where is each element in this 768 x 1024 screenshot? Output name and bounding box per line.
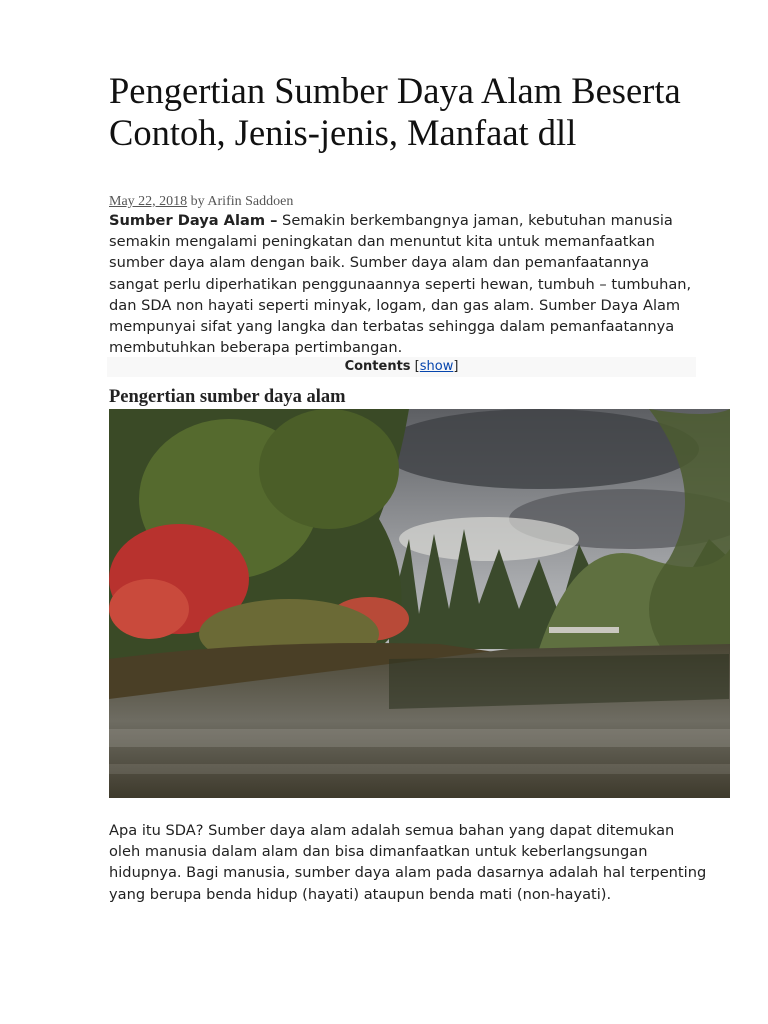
section-heading: Pengertian sumber daya alam [109, 387, 346, 407]
landscape-illustration [109, 409, 730, 798]
table-of-contents [107, 357, 696, 377]
author-name: Arifin Saddoen [207, 194, 294, 209]
toc-title: Contents [344, 359, 411, 374]
article-meta [109, 194, 293, 210]
article-title: Pengertian Sumber Daya Alam Beserta Contoh, Jenis-jenis, Manfaat dll [109, 70, 681, 153]
intro-lead: Sumber Daya Alam – [109, 212, 278, 229]
publish-date-link[interactable]: May 22, 2018 [109, 194, 188, 209]
toc-bracket-open: [ [414, 359, 420, 374]
body-paragraph: Apa itu SDA? Sumber daya alam adalah semua bahan yang dapat ditemukan oleh manusia dalam alam dan bisa dimanfaatkan untuk keberlangsungan hidupnya. Bagi manusia, sumber daya alam pada dasarnya adalah hal terpenting yang berupa benda hidup (hayati) ataupun benda mati (non-hayati). [109, 822, 707, 903]
toc-bracket-close: ] [453, 359, 459, 374]
toc-show-link[interactable]: show [419, 359, 454, 374]
landscape-photo [109, 409, 730, 798]
intro-paragraph [109, 210, 699, 358]
by-label: by [190, 194, 205, 209]
intro-text: Semakin berkembangnya jaman, kebutuhan manusia semakin mengalami peningkatan dan menuntut kita untuk memanfaatkan sumber daya alam dengan baik. Sumber daya alam dan pemanfaatannya sangat perlu diperhatikan penggunaannya seperti hewan, tumbuh – tumbuhan, dan SDA non hayati seperti minyak, logam, dan gas alam. Sumber Daya Alam mempunyai sifat yang langka dan terbatas sehingga dalam pemanfaatannya membutuhkan beberapa pertimbangan. [109, 212, 692, 357]
